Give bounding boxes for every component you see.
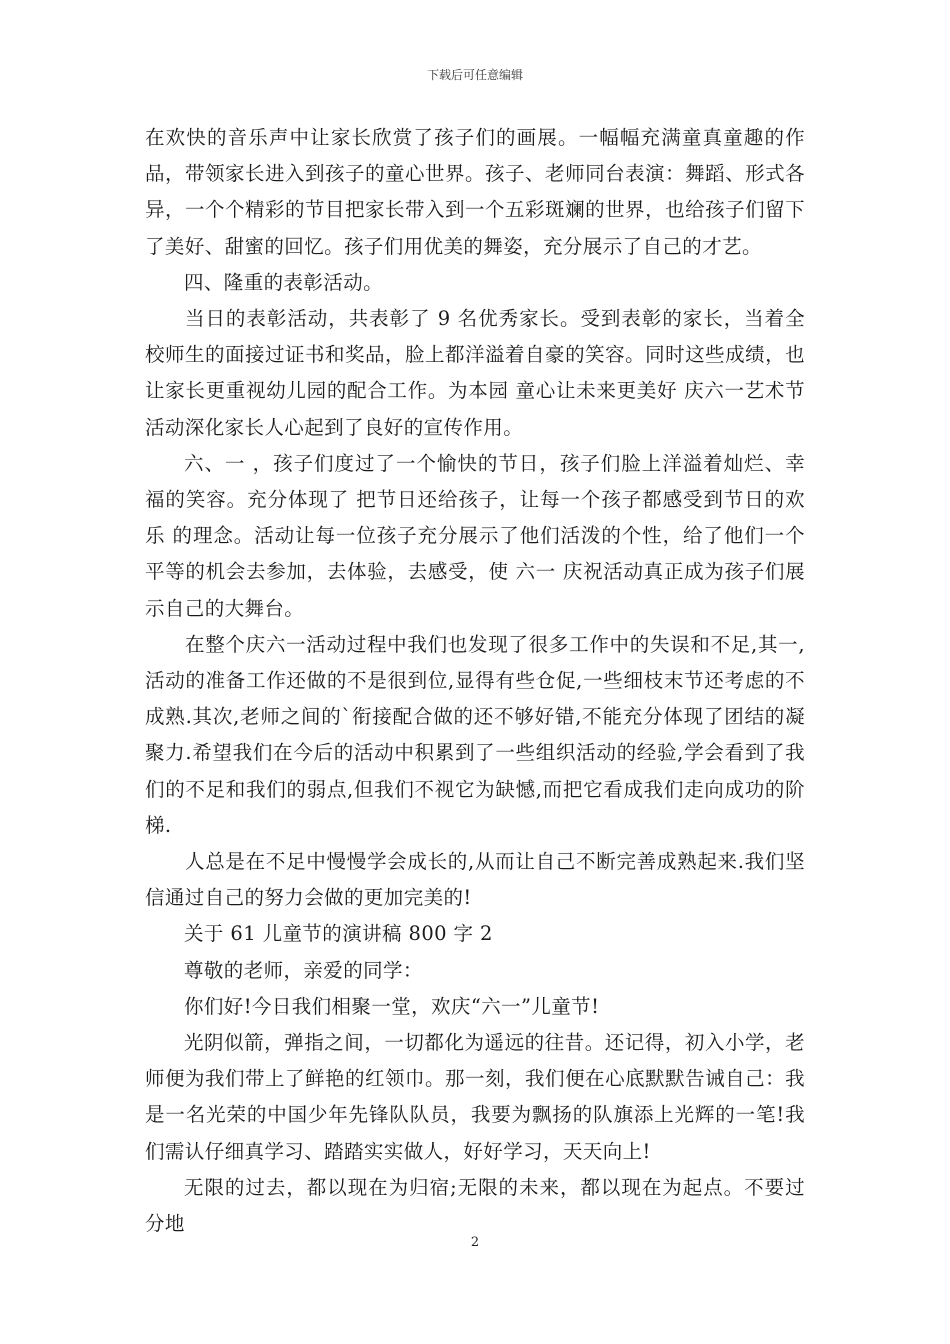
- paragraph: 光阴似箭，弹指之间，一切都化为遥远的往昔。还记得，初入小学，老师便为我们带上了鲜艳的红领巾。那一刻，我们便在心底默默告诫自己：我是一名光荣的中国少年先锋队队员，我要为飘扬的队旗添上光辉的一笔!我们需认仔细真学习、踏踏实实做人，好好学习，天天向上!: [145, 1031, 805, 1163]
- greeting: 你们好!今日我们相聚一堂，欢庆“六一”儿童节!: [184, 994, 600, 1018]
- section-heading: 四、隆重的表彰活动。: [184, 270, 384, 294]
- salutation: 尊敬的老师，亲爱的同学：: [184, 958, 423, 982]
- speech-title: 关于 61 儿童节的演讲稿 800 字 2: [184, 922, 493, 946]
- document-body: [145, 120, 805, 1242]
- paragraph: 人总是在不足中慢慢学会成长的,从而让自己不断完善成熟起来.我们坚信通过自己的努力会做的更加完美的!: [145, 850, 805, 910]
- page-number: 2: [470, 1235, 480, 1250]
- page-header: 下载后可任意编辑: [426, 68, 523, 82]
- paragraph: 六、一 ，孩子们度过了一个愉快的节日，孩子们脸上洋溢着灿烂、幸福的笑容。充分体现了 把节日还给孩子，让每一个孩子都感受到节日的欢乐 的理念。活动让每一位孩子充分展示了他们活泼的个性，给了他们一个平等的机会去参加，去体验，去感受，使 六一 庆祝活动真正成为孩子们展示自己的大舞台。: [145, 451, 805, 620]
- paragraph: 在欢快的音乐声中让家长欣赏了孩子们的画展。一幅幅充满童真童趣的作品，带领家长进入到孩子的童心世界。孩子、老师同台表演：舞蹈、形式各异，一个个精彩的节目把家长带入到一个五彩斑斓的世界，也给孩子们留下了美好、甜蜜的回忆。孩子们用优美的舞姿，充分展示了自己的才艺。: [145, 126, 805, 258]
- paragraph: 无限的过去，都以现在为归宿;无限的未来，都以现在为起点。不要过分地: [145, 1175, 805, 1236]
- paragraph: 当日的表彰活动，共表彰了 9 名优秀家长。受到表彰的家长，当着全校师生的面接过证书和奖品，脸上都洋溢着自豪的笑容。同时这些成绩，也让家长更重视幼儿园的配合工作。为本园 童心让未来更美好 庆六一艺术节活动深化家长人心起到了良好的宣传作用。: [145, 307, 805, 439]
- paragraph: 在整个庆六一活动过程中我们也发现了很多工作中的失误和不足,其一,活动的准备工作还做的不是很到位,显得有些仓促,一些细枝末节还考虑的不成熟.其次,老师之间的`衔接配合做的还不够好错,不能充分体现了团结的凝聚力.希望我们在今后的活动中积累到了一些组织活动的经验,学会看到了我们的不足和我们的弱点,但我们不视它为缺憾,而把它看成我们走向成功的阶梯.: [145, 632, 805, 837]
